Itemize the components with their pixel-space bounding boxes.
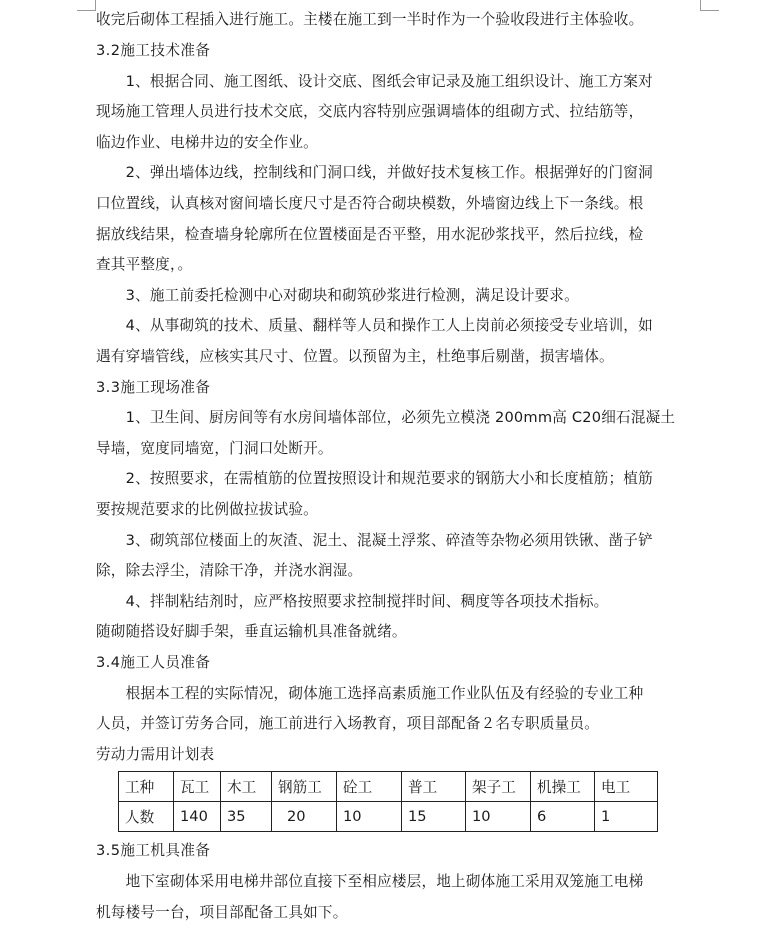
section-heading: 3.4施工人员准备 bbox=[96, 654, 211, 671]
text-line: 1、根据合同、施工图纸、设计交底、图纸会审记录及施工组织设计、施工方案对 bbox=[96, 73, 653, 90]
text-line: 人员，并签订劳务合同，施工前进行入场教育，项目部配备２名专职质量员。 bbox=[96, 715, 599, 732]
table-cell: 10 bbox=[466, 802, 531, 832]
labor-plan-table bbox=[118, 771, 658, 832]
text-line: 现场施工管理人员进行技术交底，交底内容特别应强调墙体的组砌方式、拉结筋等， bbox=[96, 103, 644, 120]
section-heading: 3.5施工机具准备 bbox=[96, 842, 211, 859]
table-cell: 钢筋工 bbox=[272, 772, 337, 802]
table-cell: 机操工 bbox=[531, 772, 595, 802]
section-heading: 3.3施工现场准备 bbox=[96, 379, 211, 396]
table-cell: 1 bbox=[595, 802, 658, 832]
text-line: 要按规范要求的比例做拉拔试验。 bbox=[96, 501, 318, 518]
table-row bbox=[119, 802, 658, 832]
text-line: 3、砌筑部位楼面上的灰渣、泥土、混凝土浮浆、碎渣等杂物必须用铁锹、凿子铲 bbox=[96, 532, 653, 549]
text-line: 遇有穿墙管线，应核实其尺寸、位置。以预留为主，杜绝事后剔凿，损害墙体。 bbox=[96, 348, 614, 365]
text-line: 2、弹出墙体边线，控制线和门洞口线，并做好技术复核工作。根据弹好的门窗洞 bbox=[96, 164, 653, 181]
table-cell: 20 bbox=[272, 802, 337, 832]
section-heading: 3.2施工技术准备 bbox=[96, 42, 211, 59]
text-line: 1、卫生间、厨房间等有水房间墙体部位，必须先立模浇 200mm高 C20细石混凝土 bbox=[96, 409, 676, 426]
text-line: 导墙，宽度同墙宽，门洞口处断开。 bbox=[96, 440, 333, 457]
table-cell: 架子工 bbox=[466, 772, 531, 802]
table-cell: 木工 bbox=[221, 772, 272, 802]
text-line: 据放线结果，检查墙身轮廓所在位置楼面是否平整，用水泥砂浆找平，然后拉线，检 bbox=[96, 226, 644, 243]
left-margin-mark bbox=[77, 0, 96, 11]
table-cell: 瓦工 bbox=[174, 772, 221, 802]
text-line: 机每楼号一台，项目部配备工具如下。 bbox=[96, 904, 348, 921]
text-line: 4、从事砌筑的技术、质量、翻样等人员和操作工人上岗前必须接受专业培训，如 bbox=[96, 317, 653, 334]
table-cell: 15 bbox=[402, 802, 466, 832]
table-caption: 劳动力需用计划表 bbox=[96, 746, 215, 763]
table-cell: 人数 bbox=[119, 802, 174, 832]
table-cell: 10 bbox=[337, 802, 402, 832]
right-margin-mark bbox=[700, 0, 719, 11]
text-line: 查其平整度，。 bbox=[96, 256, 193, 273]
text-line: 2、按照要求，在需植筋的位置按照设计和规范要求的钢筋大小和长度植筋；植筋 bbox=[96, 470, 653, 487]
text-line: 收完后砌体工程插入进行施工。主楼在施工到一半时作为一个验收段进行主体验收。 bbox=[96, 11, 644, 28]
text-line: 除，除去浮尘，清除干净，并浇水润湿。 bbox=[96, 562, 363, 579]
text-line: 3、施工前委托检测中心对砌块和砌筑砂浆进行检测，满足设计要求。 bbox=[96, 287, 579, 304]
text-line: 临边作业、电梯井边的安全作业。 bbox=[96, 134, 318, 151]
table-cell: 6 bbox=[531, 802, 595, 832]
text-line: 4、拌制粘结剂时，应严格按照要求控制搅拌时间、稠度等各项技术指标。 bbox=[96, 593, 609, 610]
table-cell: 普工 bbox=[402, 772, 466, 802]
text-line: 随砌随搭设好脚手架，垂直运输机具准备就绪。 bbox=[96, 623, 407, 640]
table-cell: 电工 bbox=[595, 772, 658, 802]
table-cell: 140 bbox=[174, 802, 221, 832]
text-line: 地下室砌体采用电梯井部位直接下至相应楼层，地上砌体施工采用双笼施工电梯 bbox=[96, 873, 644, 890]
table-header-row bbox=[119, 772, 658, 802]
table-cell: 砼工 bbox=[337, 772, 402, 802]
table-cell: 工种 bbox=[119, 772, 174, 802]
text-line: 口位置线，认真核对窗间墙长度尺寸是否符合砌块模数，外墙窗边线上下一条线。根 bbox=[96, 195, 644, 212]
table-cell: 35 bbox=[221, 802, 272, 832]
text-line: 根据本工程的实际情况，砌体施工选择高素质施工作业队伍及有经验的专业工种 bbox=[96, 685, 644, 702]
